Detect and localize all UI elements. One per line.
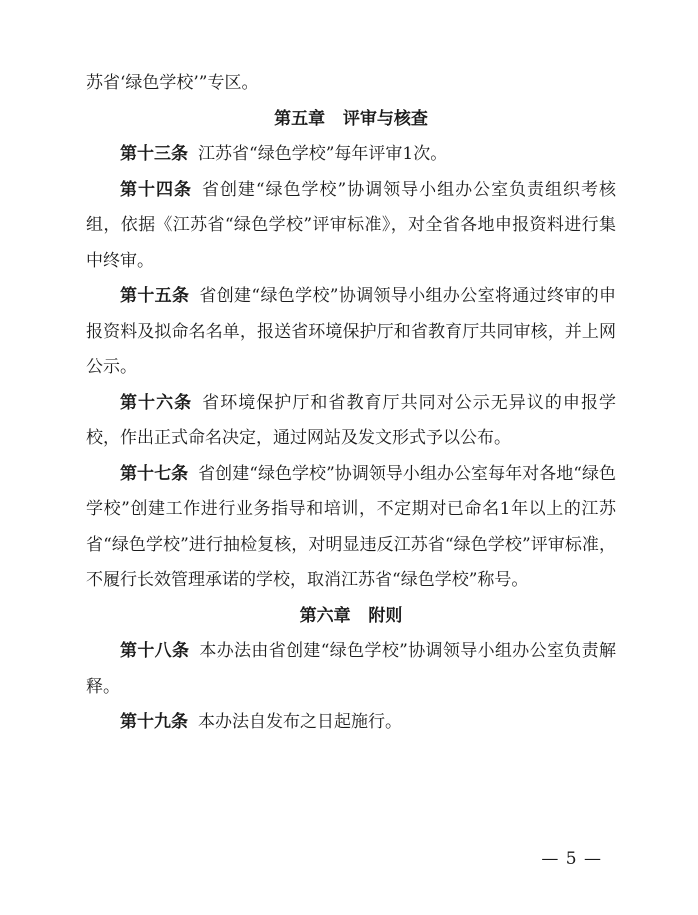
page-number: — 5 —: [541, 849, 602, 869]
article-15: [86, 279, 616, 386]
article-18-label: 第十八条: [120, 641, 190, 661]
article-14: [86, 173, 616, 280]
article-16-text: 省环境保护厅和省教育厅共同对公示无异议的申报学校，作出正式命名决定，通过网站及发文形式予以公布。: [86, 392, 617, 448]
article-16-label: 第十六条: [120, 392, 193, 413]
article-15-text: 省创建“绿色学校”协调领导小组办公室将通过终审的申报资料及拟命名名单，报送省环境保护厅和省教育厅共同审核，并上网公示。: [86, 286, 616, 377]
article-14-label: 第十四条: [120, 179, 192, 200]
article-16: [86, 386, 616, 457]
article-15-label: 第十五条: [120, 286, 190, 306]
article-13-text: 江苏省“绿色学校”每年评审1次。: [198, 144, 448, 164]
chapter-5-heading: 第五章 评审与核查: [274, 108, 428, 129]
article-19-text: 本办法自发布之日起施行。: [198, 712, 402, 732]
article-13: [86, 137, 616, 173]
article-13-label: 第十三条: [120, 144, 188, 164]
article-19-label: 第十九条: [120, 712, 188, 732]
article-19: [86, 705, 616, 741]
article-14-text: 省创建“绿色学校”协调领导小组办公室负责组织考核组，依据《江苏省“绿色学校”评审标准》，对全省各地申报资料进行集中终审。: [86, 179, 617, 271]
document-body: [86, 66, 616, 741]
article-17-text: 省创建“绿色学校”协调领导小组办公室每年对各地“绿色学校”创建工作进行业务指导和培训，不定期对已命名1年以上的江苏省“绿色学校”进行抽检复核，对明显违反江苏省“绿色学校”评审标准，不履行长效管理承诺的学校，取消江苏省“绿色学校”称号。: [86, 463, 617, 590]
article-17: [86, 457, 616, 599]
article-18: [86, 634, 616, 705]
article-18-text: 本办法由省创建“绿色学校”协调领导小组办公室负责解释。: [86, 641, 616, 697]
chapter-6-heading: 第六章 附则: [299, 605, 403, 626]
article-17-label: 第十七条: [120, 463, 189, 484]
continuation-line: 苏省‘绿色学校’”专区。: [86, 73, 259, 93]
